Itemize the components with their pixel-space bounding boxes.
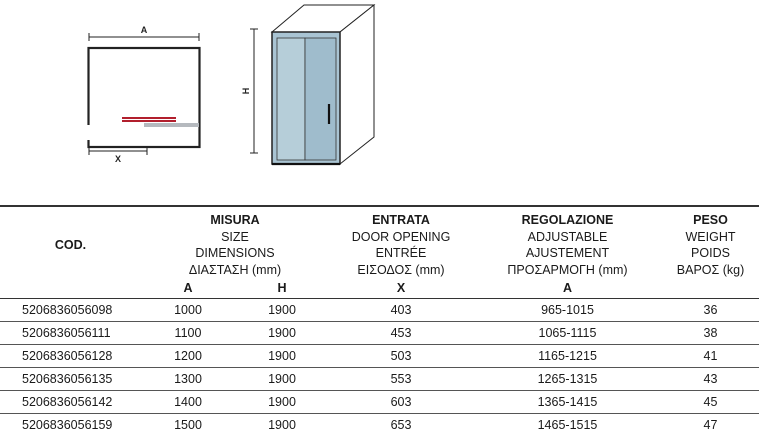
- entry-column-header: ENTRATA DOOR OPENING ENTRÉE ΕΙΣΟΔΟΣ (mm): [351, 213, 451, 277]
- adjust-cell: 1165-1215: [473, 345, 662, 368]
- specifications-table: [0, 205, 759, 436]
- size-column-header: MISURA SIZE DIMENSIONS ΔΙΑΣΤΑΣΗ (mm): [188, 213, 282, 277]
- dimension-a-label: A: [140, 25, 148, 35]
- adjust-cell: 1465-1515: [473, 414, 662, 437]
- code-cell: 5206836056135: [0, 368, 141, 391]
- table-header-row: [0, 206, 759, 278]
- table-row: [0, 391, 759, 414]
- weight-cell: 43: [662, 368, 759, 391]
- size-h-cell: 1900: [235, 414, 329, 437]
- adjust-cell: 1065-1115: [473, 322, 662, 345]
- code-cell: 5206836056111: [0, 322, 141, 345]
- weight-cell: 45: [662, 391, 759, 414]
- size-h-cell: 1900: [235, 345, 329, 368]
- adjust-cell: 965-1015: [473, 299, 662, 322]
- opening-cell: 553: [329, 368, 473, 391]
- subheader-adjust-a: A: [562, 281, 573, 295]
- weight-cell: 36: [662, 299, 759, 322]
- weight-cell: 41: [662, 345, 759, 368]
- size-h-cell: 1900: [235, 299, 329, 322]
- table-row: [0, 322, 759, 345]
- code-cell: 5206836056159: [0, 414, 141, 437]
- code-cell: 5206836056142: [0, 391, 141, 414]
- adjust-cell: 1265-1315: [473, 368, 662, 391]
- subheader-a: A: [183, 281, 193, 295]
- table-subheader-row: [0, 278, 759, 299]
- table-row: [0, 368, 759, 391]
- size-h-cell: 1900: [235, 391, 329, 414]
- code-cell: 5206836056098: [0, 299, 141, 322]
- adjust-cell: 1365-1415: [473, 391, 662, 414]
- plan-view-diagram: [89, 25, 200, 164]
- opening-cell: 453: [329, 322, 473, 345]
- size-a-cell: 1400: [141, 391, 235, 414]
- opening-cell: 603: [329, 391, 473, 414]
- size-a-cell: 1100: [141, 322, 235, 345]
- opening-cell: 503: [329, 345, 473, 368]
- subheader-h: H: [277, 281, 287, 295]
- opening-cell: 403: [329, 299, 473, 322]
- adjust-column-header: REGOLAZIONE ADJUSTABLE AJUSTEMENT ΠΡΟΣΑΡΜΟΓΗ (mm): [507, 213, 628, 277]
- size-a-cell: 1500: [141, 414, 235, 437]
- weight-cell: 38: [662, 322, 759, 345]
- table-row: [0, 345, 759, 368]
- size-a-cell: 1000: [141, 299, 235, 322]
- weight-cell: 47: [662, 414, 759, 437]
- size-a-cell: 1300: [141, 368, 235, 391]
- size-h-cell: 1900: [235, 322, 329, 345]
- code-column-header: COD.: [54, 238, 87, 252]
- code-cell: 5206836056128: [0, 345, 141, 368]
- dimension-h-label: H: [241, 87, 251, 95]
- weight-column-header: PESO WEIGHT POIDS ΒΑΡΟΣ (kg): [676, 213, 745, 277]
- elevation-view-diagram: [241, 5, 374, 164]
- size-h-cell: 1900: [235, 368, 329, 391]
- subheader-x: X: [396, 281, 406, 295]
- technical-drawings: [0, 0, 759, 200]
- table-row: [0, 299, 759, 322]
- table-row: [0, 414, 759, 437]
- opening-cell: 653: [329, 414, 473, 437]
- dimension-x-label: X: [114, 154, 122, 164]
- size-a-cell: 1200: [141, 345, 235, 368]
